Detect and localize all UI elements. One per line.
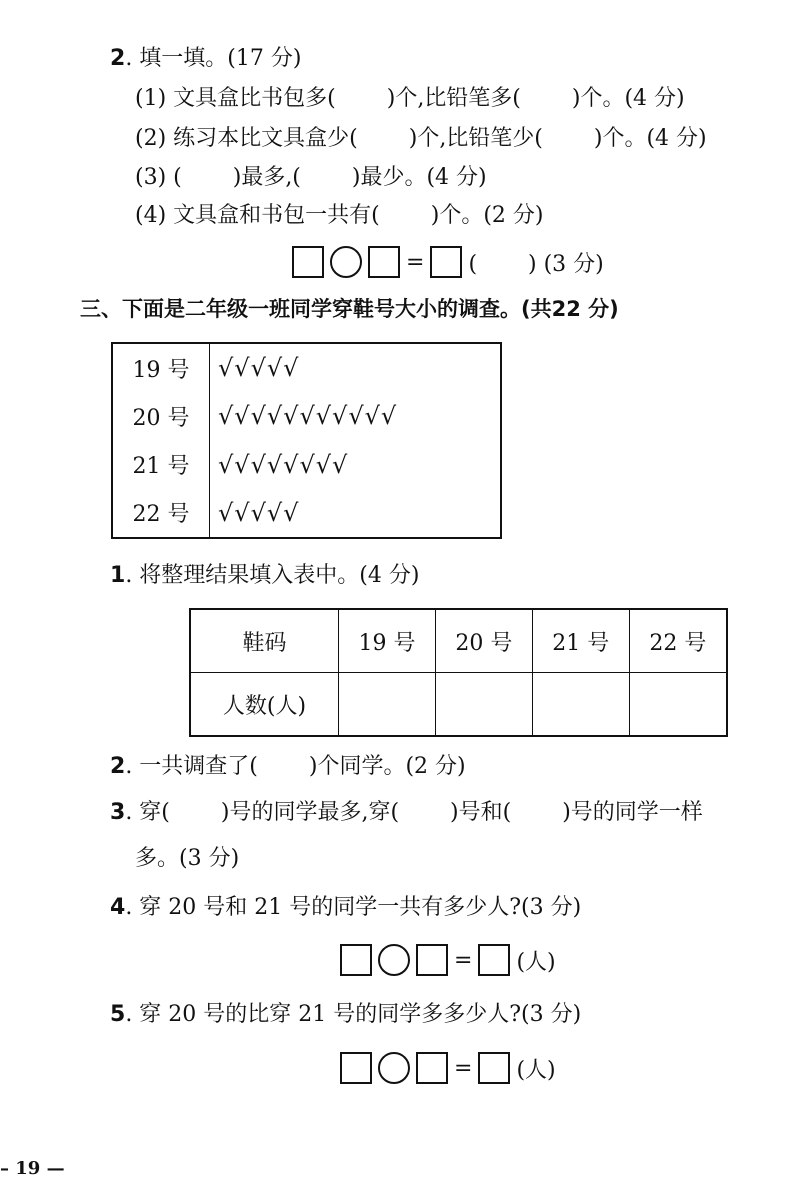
- equation-suffix: ( ) (3 分): [468, 251, 604, 277]
- unit-label: (人): [516, 1057, 556, 1083]
- table-header-cell: 鞋码: [190, 609, 339, 673]
- table-row-label: 人数(人): [190, 673, 339, 737]
- operator-circle[interactable]: [378, 944, 410, 976]
- table-row: [190, 673, 727, 737]
- tally-marks: √√√√√: [218, 498, 300, 527]
- tally-marks: √√√√√: [218, 354, 300, 383]
- shoe-size-label: 19 号: [112, 343, 210, 392]
- equals-sign: =: [454, 1055, 473, 1081]
- answer-box[interactable]: [340, 944, 372, 976]
- table-header-cell: 21 号: [532, 609, 629, 673]
- answer-cell[interactable]: [435, 673, 532, 737]
- section3-q1: 1. 将整理结果填入表中。(4 分): [110, 563, 420, 588]
- shoe-size-label: 22 号: [112, 489, 210, 538]
- section3-q3: 3. 穿( )号的同学最多,穿( )号和( )号的同学一样: [110, 800, 703, 825]
- tally-marks: √√√√√√√√√√√: [218, 402, 398, 431]
- section3-title: 三、下面是二年级一班同学穿鞋号大小的调查。(共22 分): [80, 297, 619, 321]
- section2-q1: (1) 文具盒比书包多( )个,比铅笔多( )个。(4 分): [135, 86, 685, 111]
- shoe-size-label: 21 号: [112, 440, 210, 488]
- page-number: – 19 —: [0, 1158, 65, 1179]
- section3-q5: 5. 穿 20 号的比穿 21 号的同学多多少人?(3 分): [110, 1002, 582, 1027]
- survey-table: [111, 342, 502, 539]
- section2-title: 2. 填一填。(17 分): [110, 46, 302, 71]
- answer-box[interactable]: [478, 1052, 510, 1084]
- section3-q4: 4. 穿 20 号和 21 号的同学一共有多少人?(3 分): [110, 895, 582, 920]
- answer-box[interactable]: [416, 1052, 448, 1084]
- answer-box[interactable]: [430, 246, 462, 278]
- tally-marks: √√√√√√√√: [218, 450, 349, 479]
- section3-q4-equation: [340, 944, 562, 976]
- table-row: [112, 489, 501, 538]
- operator-circle[interactable]: [330, 246, 362, 278]
- shoe-size-label: 20 号: [112, 392, 210, 440]
- table-row: [112, 343, 501, 392]
- section2-q2: (2) 练习本比文具盒少( )个,比铅笔少( )个。(4 分): [135, 126, 707, 151]
- answer-box[interactable]: [340, 1052, 372, 1084]
- answer-box[interactable]: [292, 246, 324, 278]
- answer-box[interactable]: [368, 246, 400, 278]
- section2-q4: (4) 文具盒和书包一共有( )个。(2 分): [135, 203, 544, 228]
- answer-box[interactable]: [478, 944, 510, 976]
- answer-cell[interactable]: [532, 673, 629, 737]
- table-header-cell: 19 号: [339, 609, 436, 673]
- table-row: [112, 440, 501, 488]
- operator-circle[interactable]: [378, 1052, 410, 1084]
- section2-q3: (3) ( )最多,( )最少。(4 分): [135, 165, 487, 190]
- section3-q2: 2. 一共调查了( )个同学。(2 分): [110, 754, 466, 779]
- section3-q3-cont: 多。(3 分): [135, 846, 240, 871]
- result-table: [189, 608, 728, 737]
- answer-cell[interactable]: [629, 673, 727, 737]
- answer-cell[interactable]: [339, 673, 436, 737]
- answer-box[interactable]: [416, 944, 448, 976]
- table-row: [190, 609, 727, 673]
- equals-sign: =: [406, 249, 425, 275]
- unit-label: (人): [516, 949, 556, 975]
- section3-q5-equation: [340, 1052, 562, 1084]
- table-header-cell: 22 号: [629, 609, 727, 673]
- table-row: [112, 392, 501, 440]
- section2-equation: [292, 246, 610, 278]
- equals-sign: =: [454, 947, 473, 973]
- table-header-cell: 20 号: [435, 609, 532, 673]
